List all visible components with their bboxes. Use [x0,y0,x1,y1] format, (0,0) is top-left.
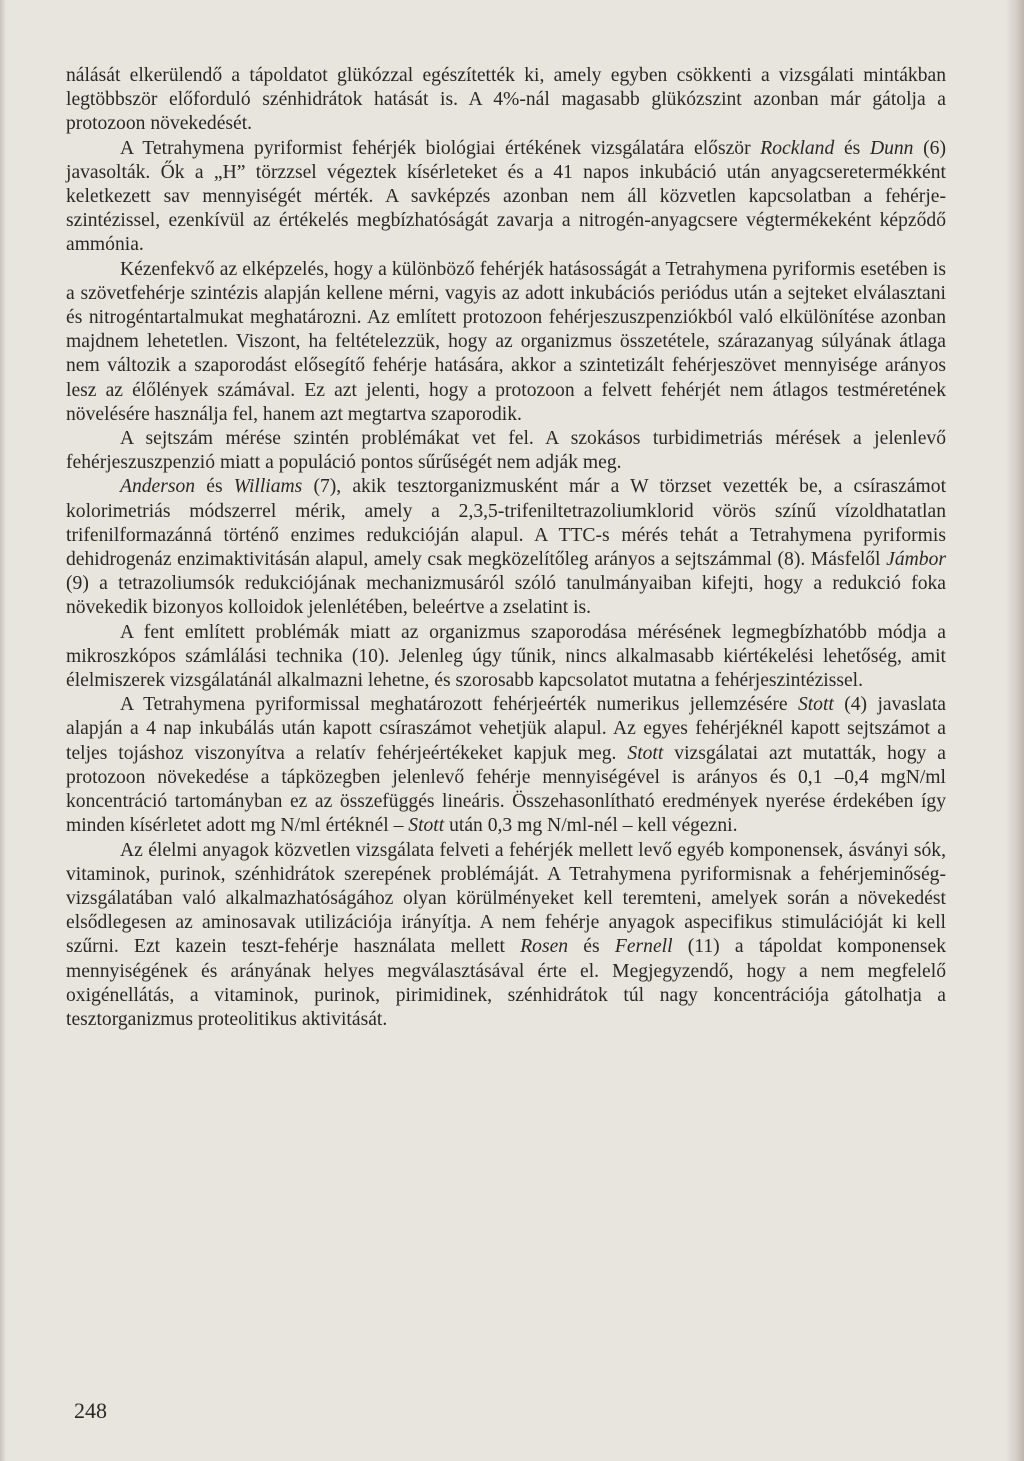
page-right-edge [1006,0,1024,1461]
body-text [66,64,946,1032]
paragraph [66,137,946,258]
text-run: (4) javaslata alapján a 4 nap inkubálás után kapott csíraszámot vehetjük alapul. Az egyes fehérjéknél kapott sejtszámot a teljes tojáshoz viszonyítva a relatív fehérjeértékeket kapjuk meg. [66,694,946,764]
author-name: Stott [408,815,445,837]
page-number: 248 [74,1398,107,1423]
paragraph [66,427,946,475]
paragraph [66,839,946,1033]
author-name: Jámbor [886,549,946,571]
author-name: Anderson [120,476,196,498]
author-name: Rosen [520,936,569,958]
text-run: (6) javasolták. Ők a „H” törzzsel végeztek kísérleteket és a 41 napos inkubáció után anyagcseretermékként keletkezett sav mennyiségét mérték. A savképzés azonban nem áll közvetlen kapcsolatban a fehérje-szintézissel, ezenkívül az értékelés megbízhatóságát zavarja a nitrogén-anyagcsere végtermékeként képződő ammónia. [66,137,946,256]
paragraph [66,64,946,137]
author-name: Rockland [760,137,835,159]
author-name: Stott [797,694,834,716]
text-run: vizsgálatai azt mutatták, hogy a protozoon növekedése a tápközegben jelenlevő fehérje mennyiségével is arányos és 0,1 –0,4 mgN/ml koncentráció tartományban ez az összefüggés lineáris. Összehasonlítható eredmények nyerése érdekében így minden kísérletet adott mg N/ml értéknél – [66,742,946,837]
text-run: Az élelmi anyagok közvetlen vizsgálata felveti a fehérjék mellett levő egyéb komponensek, ásványi sók, vitaminok, purinok, szénhidrátok szerepének problémáját. A Tetrahymena pyriformisnak a fehérjeminőség-vizsgálatában való alkalmazhatóságához olyan körülményeket kell teremteni, amelyek során a növekedést elsődlegesen az aminosavak utilizációja irányítja. A nem fehérje anyagok aspecifikus stimulációját ki kell szűrni. Ezt kazein teszt-fehérje használata mellett [66,839,946,958]
text-run: Kézenfekvő az elképzelés, hogy a különböző fehérjék hatásosságát a Tetrahymena pyriformis esetében is a szövetfehérje szintézis alapján kellene mérni, vagyis az adott inkubációs periódus után a sejteket elválasztani és nitrogéntartalmukat meghatározni. Az említett protozoon fehérjeszuszpenziókból való elkülönítése azonban majdnem lehetetlen. Viszont, ha feltételezzük, hogy az organizmus összetétele, szárazanyag súlyának átlaga nem változik a szaporodást elősegítő fehérje hatására, akkor a szintetizált fehérjeszövet mennyisége arányos lesz az élőlények számával. Ez azt jelenti, hogy a protozoon a felvett fehérjét nem átlagos testméretének növelésére használja fel, hanem azt megtartva szaporodik. [66,258,946,425]
text-run: nálását elkerülendő a tápoldatot glükózzal egészítették ki, amely egyben csökkenti a vizsgálati mintákban legtöbbször előforduló szénhidrátok hatását is. A 4%-nál magasabb glükózszint azonban már gátolja a protozoon növekedését. [66,65,946,135]
paragraph [66,258,946,427]
text-run: és [568,936,615,958]
author-name: Stott [627,742,664,764]
paragraph [66,475,946,620]
author-name: Fernell [614,936,673,958]
text-run: A sejtszám mérése szintén problémákat vet fel. A szokásos turbidimetriás mérések a jelenlevő fehérjeszuszpenzió miatt a populáció pontos sűrűségét nem adják meg. [66,428,946,474]
text-run: és [834,137,870,159]
text-run: A Tetrahymena pyriformissal meghatározott fehérjeérték numerikus jellemzésére [120,694,798,716]
text-run: A Tetrahymena pyriformist fehérjék biológiai értékének vizsgálatára először [120,137,761,159]
page-left-edge [0,0,6,1461]
text-run: (9) a tetrazoliumsók redukciójának mechanizmusáról szóló tanulmányaiban kifejti, hogy a redukció foka növekedik bizonyos kolloidok jelenlétében, beleértve a zselatint is. [66,573,946,619]
author-name: Williams [233,476,303,498]
text-run: és [195,476,234,498]
paragraph [66,693,946,838]
text-run: (7), akik tesztorganizmusként már a W törzset vezették be, a csíraszámot kolorimetriás módszerrel mérik, amely a 2,3,5-trifeniltetrazoliumklorid vörös színű vízoldhatatlan trifenilformazánná történő enzimes redukcióján alapul. A TTC-s mérés tehát a Tetrahymena pyriformis dehidrogenáz enzimaktivitásán alapul, amely csak megközelítőleg arányos a sejtszámmal (8). Másfelől [66,476,947,571]
author-name: Dunn [869,137,914,159]
text-run: A fent említett problémák miatt az organizmus szaporodása mérésének legmegbízhatóbb módja a mikroszkópos számlálási technika (10). Jelenleg úgy tűnik, nincs alkalmasabb kiértékelési lehetőség, amit élelmiszerek vizsgálatánál alkalmazni lehetne, és szorosabb kapcsolatot mutatna a fehérjeszintézissel. [66,621,946,692]
text-run: (11) a tápoldat komponensek mennyiségének és arányának helyes megválasztásával érte el. Megjegyzendő, hogy a nem megfelelő oxigénellátás, a vitaminok, purinok, pirimidinek, szénhidrátok túl nagy koncentrációja gátolhatja a tesztorganizmus proteolitikus aktivitását. [66,936,946,1030]
paragraph [66,621,946,694]
text-run: után 0,3 mg N/ml-nél – kell végezni. [444,815,738,837]
